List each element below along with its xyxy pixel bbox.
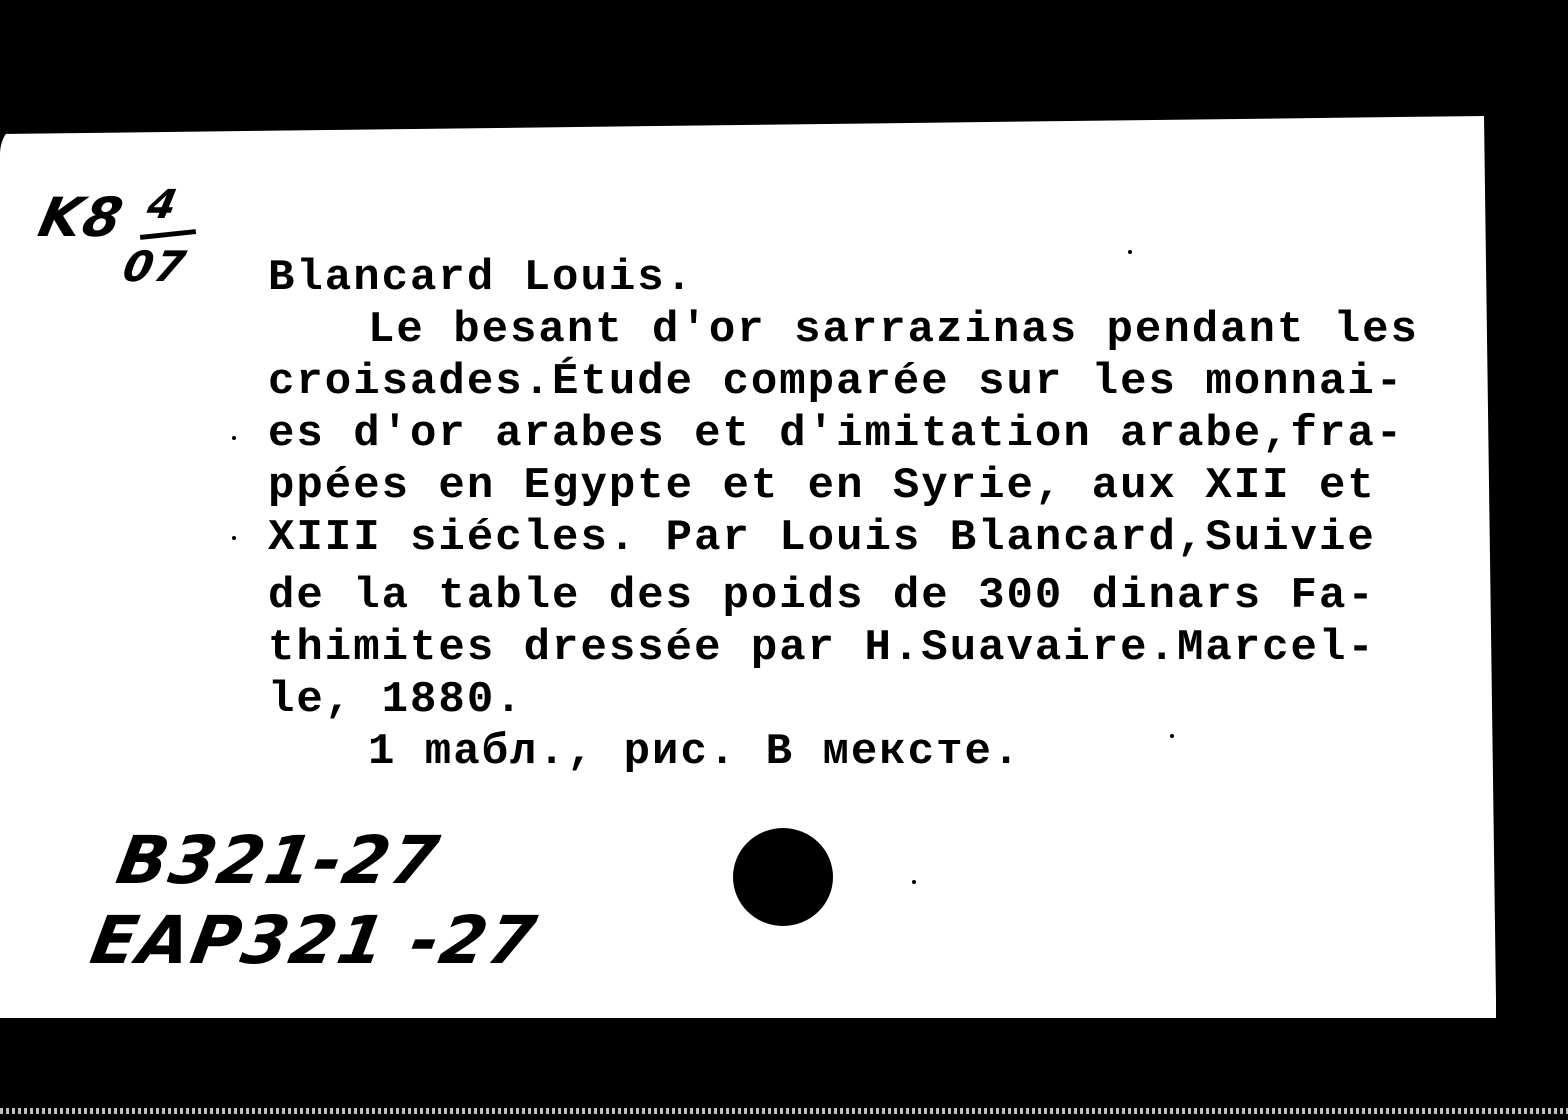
shelf-mark-fraction-bar — [140, 229, 196, 240]
title-line: thimites dressée par H.Suavaire.Marcel- — [268, 623, 1376, 673]
shelf-mark-fraction — [118, 182, 208, 292]
scan-speck — [232, 436, 236, 440]
title-line: de la table des poids de 300 dinars Fa- — [268, 571, 1376, 621]
collation-note: 1 maбл., рис. В мекстe. — [368, 727, 1022, 777]
card-punch-hole — [733, 828, 833, 926]
card-bibliographic-entry — [268, 252, 1480, 778]
handwritten-call-number: B321-27 — [111, 822, 447, 899]
shelf-mark-numerator: 4 — [143, 182, 183, 228]
title-line: es d'or arabes et d'imitation arabe,fra- — [268, 409, 1405, 459]
title-line: Le besant d'or sarrazinas pendant les — [368, 305, 1419, 355]
title-line: ppées en Egypte et en Syrie, aux XII et — [268, 461, 1376, 511]
author-heading: Blancard Louis. — [268, 253, 695, 303]
scan-speck — [1128, 250, 1132, 254]
scanner-edge-strip — [0, 1108, 1568, 1114]
title-line: XIII siécles. Par Louis Blancard,Suivie — [268, 513, 1376, 563]
title-line: croisades.Étude comparée sur les monnai- — [268, 357, 1405, 407]
handwritten-call-number: EAP321 -27 — [85, 902, 544, 979]
shelf-mark-denominator: 07 — [118, 242, 192, 291]
shelf-mark-prefix: K8 — [33, 186, 131, 249]
scan-speck — [912, 880, 916, 884]
scan-speck — [232, 536, 236, 540]
title-line: le, 1880. — [268, 675, 524, 725]
scan-speck — [1170, 734, 1174, 738]
